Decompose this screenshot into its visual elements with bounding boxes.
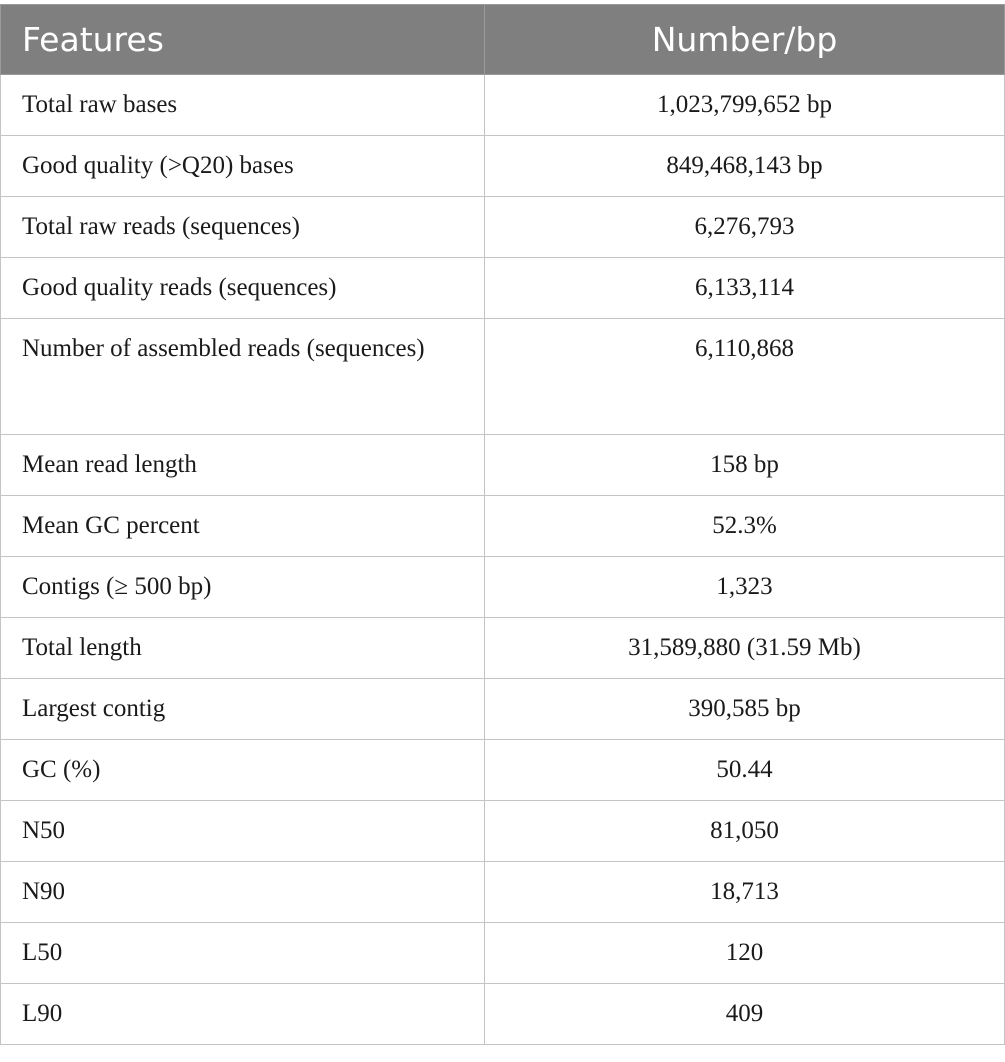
table-row [1, 496, 1005, 557]
table-row [1, 75, 1005, 136]
table-row [1, 923, 1005, 984]
feature-cell: Mean GC percent [1, 496, 485, 557]
value-cell: 1,023,799,652 bp [485, 75, 1005, 136]
value-cell: 31,589,880 (31.59 Mb) [485, 618, 1005, 679]
table-row [1, 435, 1005, 496]
table-row [1, 679, 1005, 740]
table-row [1, 197, 1005, 258]
feature-cell: Total raw bases [1, 75, 485, 136]
value-cell: 1,323 [485, 557, 1005, 618]
table-header [1, 5, 1005, 75]
value-cell: 849,468,143 bp [485, 136, 1005, 197]
table-row [1, 984, 1005, 1045]
feature-cell: L50 [1, 923, 485, 984]
value-cell: 6,110,868 [485, 319, 1005, 435]
feature-cell: L90 [1, 984, 485, 1045]
feature-cell: Largest contig [1, 679, 485, 740]
feature-cell: Good quality (>Q20) bases [1, 136, 485, 197]
table-row [1, 557, 1005, 618]
feature-cell: N50 [1, 801, 485, 862]
feature-cell: N90 [1, 862, 485, 923]
table-row [1, 319, 1005, 435]
value-cell: 6,276,793 [485, 197, 1005, 258]
value-cell: 120 [485, 923, 1005, 984]
feature-cell: Number of assembled reads (sequences) [1, 319, 485, 435]
table-row [1, 618, 1005, 679]
value-cell: 50.44 [485, 740, 1005, 801]
table-row [1, 862, 1005, 923]
value-cell: 158 bp [485, 435, 1005, 496]
value-cell: 52.3% [485, 496, 1005, 557]
table-row [1, 136, 1005, 197]
feature-cell: Mean read length [1, 435, 485, 496]
value-cell: 81,050 [485, 801, 1005, 862]
table-body [1, 75, 1005, 1045]
assembly-statistics-table [0, 4, 1005, 1045]
column-header-features: Features [1, 5, 485, 75]
table-row [1, 740, 1005, 801]
value-cell: 409 [485, 984, 1005, 1045]
value-cell: 6,133,114 [485, 258, 1005, 319]
table-row [1, 258, 1005, 319]
feature-cell: Total raw reads (sequences) [1, 197, 485, 258]
value-cell: 390,585 bp [485, 679, 1005, 740]
column-header-number: Number/bp [485, 5, 1005, 75]
feature-cell: GC (%) [1, 740, 485, 801]
header-row [1, 5, 1005, 75]
feature-cell: Contigs (≥ 500 bp) [1, 557, 485, 618]
feature-cell: Good quality reads (sequences) [1, 258, 485, 319]
feature-cell: Total length [1, 618, 485, 679]
value-cell: 18,713 [485, 862, 1005, 923]
table-row [1, 801, 1005, 862]
